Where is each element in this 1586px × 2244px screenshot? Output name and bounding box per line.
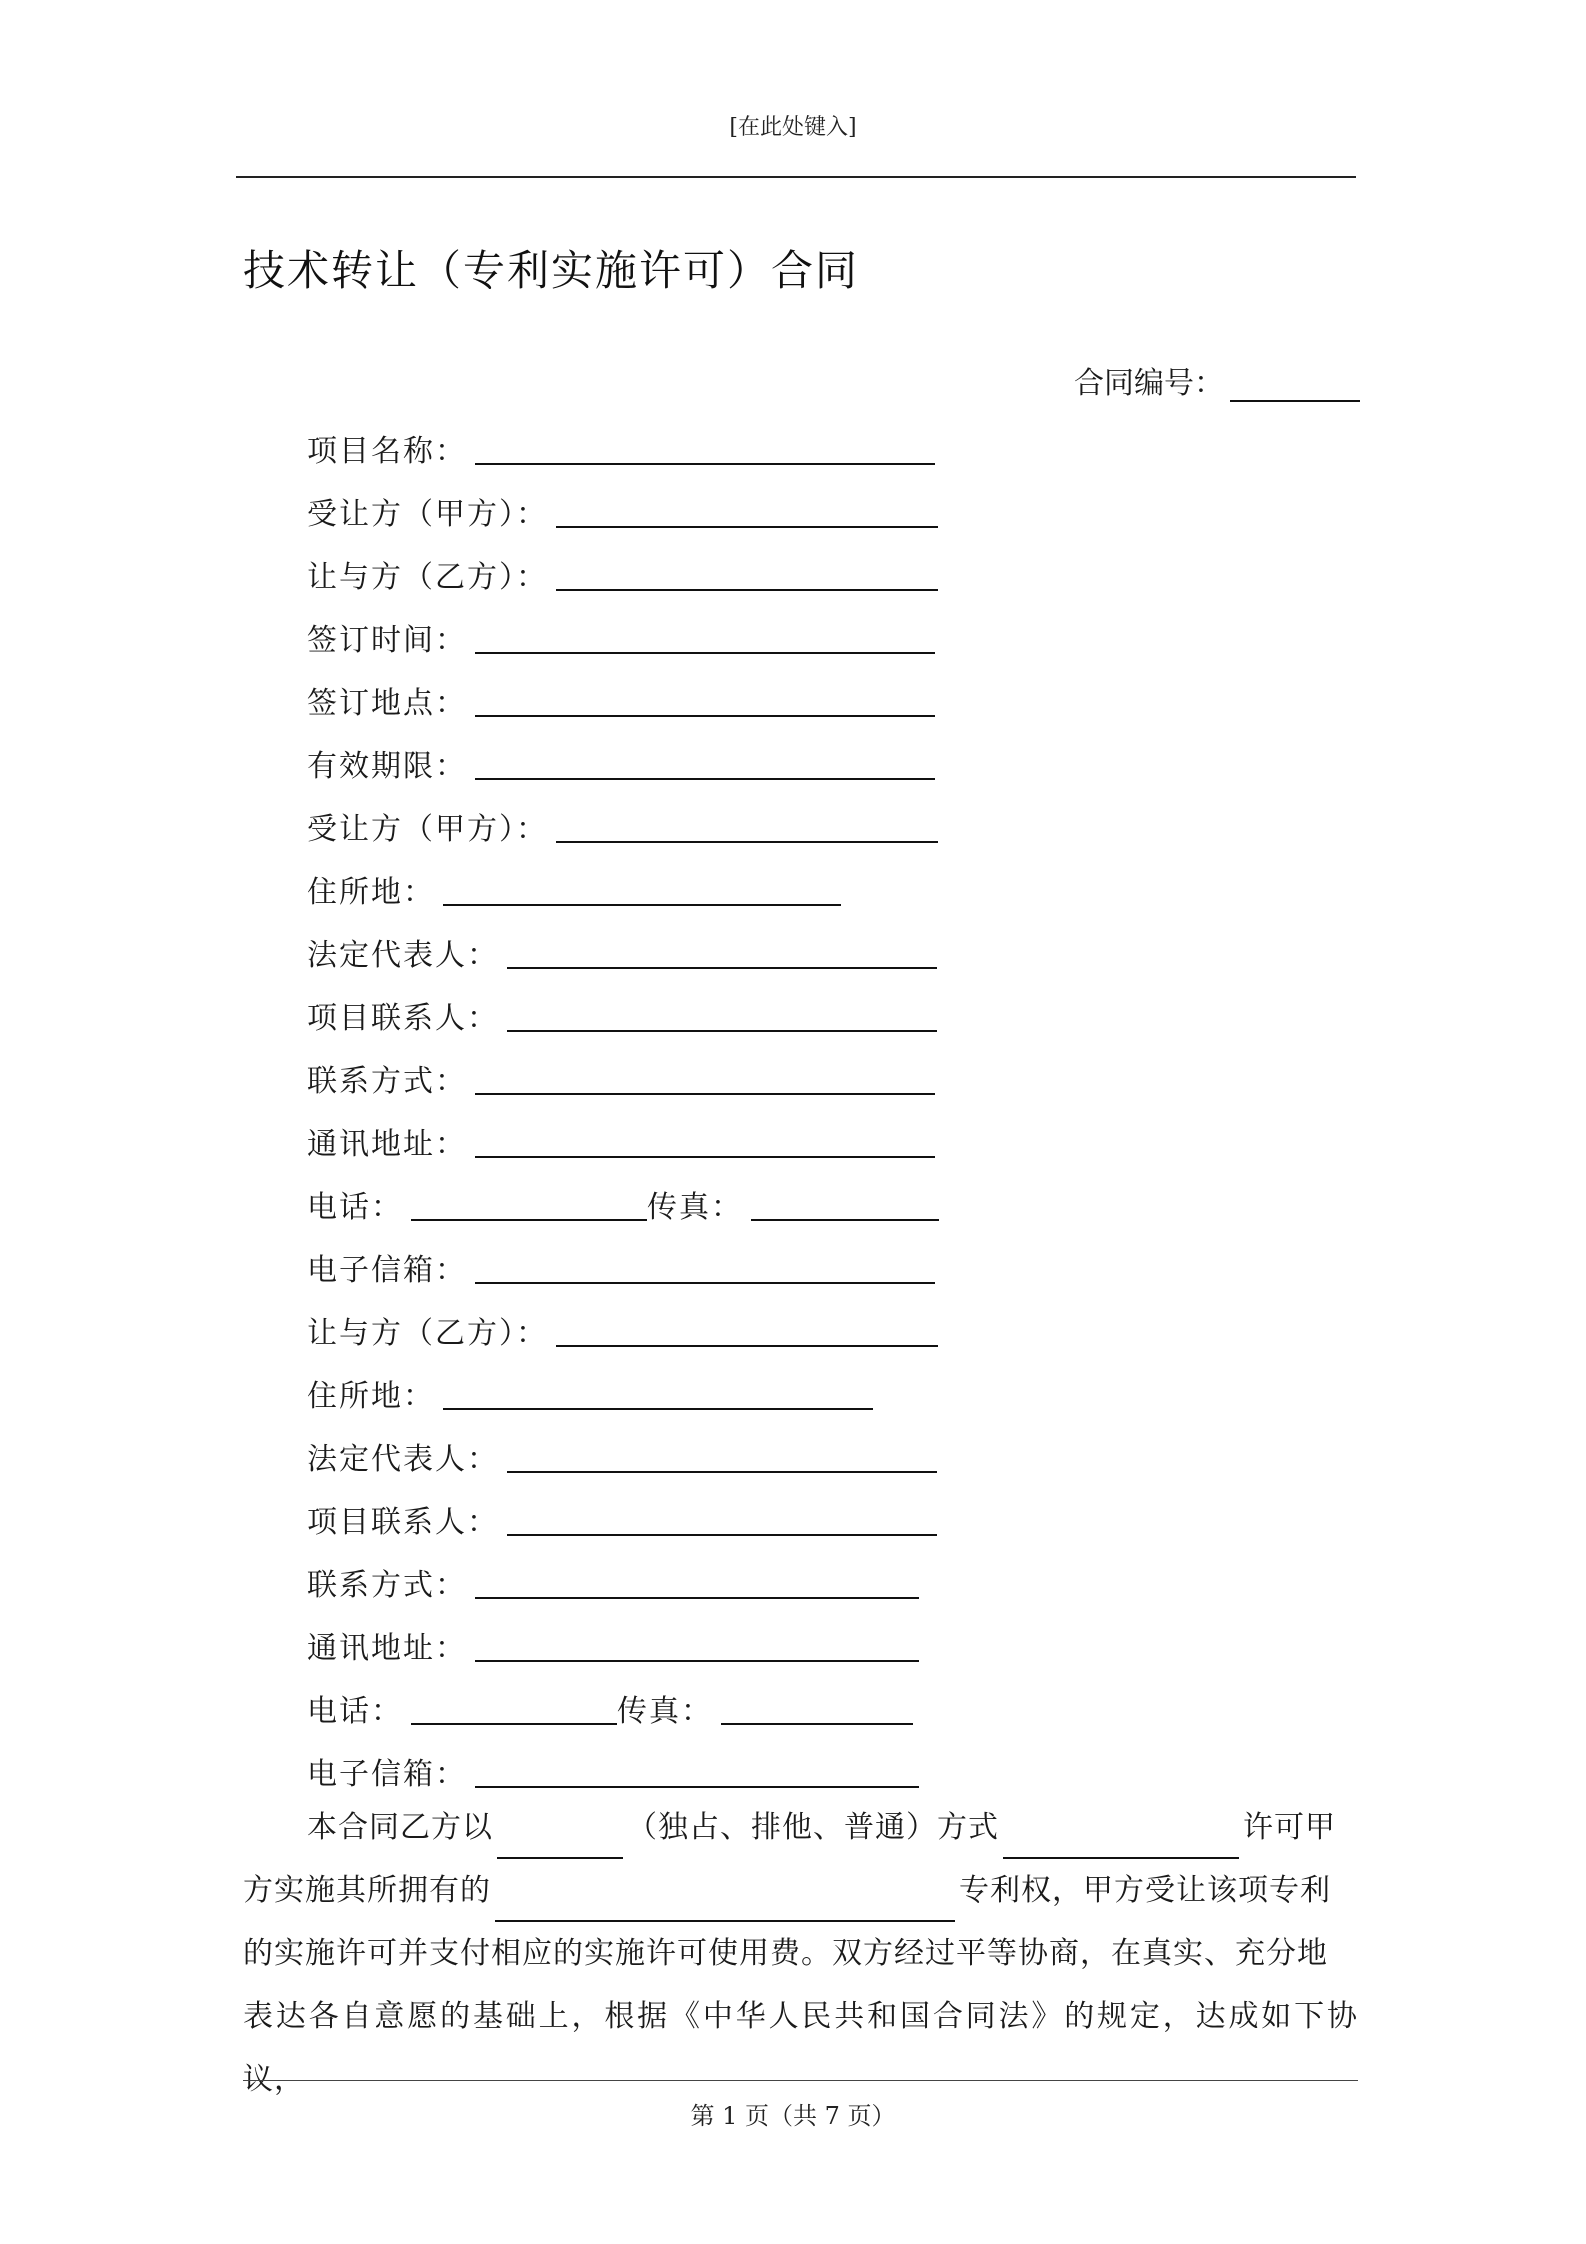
fax-blank[interactable] <box>751 1187 939 1221</box>
field-party-b-contact-method <box>307 1550 939 1613</box>
field-label: 受让方（甲方）： <box>307 811 548 847</box>
field-blank[interactable] <box>556 557 938 591</box>
field-label: 项目联系人： <box>307 1000 499 1036</box>
field-sign-place <box>307 668 939 731</box>
field-transferor <box>307 542 939 605</box>
field-party-a-legal-rep <box>307 920 939 983</box>
preamble-text: 表达各自意愿的基础上，根据《中华人民共和国合同法》的规定，达成如下协议， <box>243 1999 1358 2097</box>
field-party-b-mail-address <box>307 1613 939 1676</box>
preamble-text: 专利权，甲方受让该项专利 <box>959 1873 1331 1908</box>
field-blank[interactable] <box>475 746 935 780</box>
preamble-text: （独占、排他、普通）方式 <box>627 1810 999 1845</box>
field-label: 联系方式： <box>307 1063 467 1099</box>
field-blank[interactable] <box>475 431 935 465</box>
field-label: 电子信箱： <box>307 1756 467 1792</box>
field-party-a-contact-person <box>307 983 939 1046</box>
field-party-a-mail-address <box>307 1109 939 1172</box>
contract-number-label: 合同编号： <box>1074 366 1224 401</box>
field-blank[interactable] <box>507 998 937 1032</box>
preamble-text: 许可甲 <box>1243 1810 1336 1845</box>
preamble-text: 的实施许可并支付相应的实施许可使用费。双方经过平等协商，在真实、充分地 <box>243 1936 1328 1971</box>
field-label: 法定代表人： <box>307 1441 499 1477</box>
field-project-name <box>307 416 939 479</box>
field-label: 签订时间： <box>307 622 467 658</box>
field-label: 电话： <box>307 1693 403 1729</box>
field-party-a-contact-method <box>307 1046 939 1109</box>
field-label: 法定代表人： <box>307 937 499 973</box>
field-party-a-address <box>307 857 939 920</box>
preamble-line-2 <box>243 1859 1358 1922</box>
document-title: 技术转让（专利实施许可）合同 <box>243 246 860 295</box>
field-label: 有效期限： <box>307 748 467 784</box>
field-blank[interactable] <box>507 1502 937 1536</box>
preamble-text: 方实施其所拥有的 <box>243 1873 491 1908</box>
fax-blank[interactable] <box>721 1691 913 1725</box>
field-label: 住所地： <box>307 1378 435 1414</box>
phone-blank[interactable] <box>411 1187 647 1221</box>
field-party-b-heading <box>307 1298 939 1361</box>
field-label: 项目联系人： <box>307 1504 499 1540</box>
field-blank[interactable] <box>475 1628 919 1662</box>
contract-number-line <box>1074 358 1360 402</box>
field-blank[interactable] <box>475 1565 919 1599</box>
preamble-line-3 <box>243 1922 1358 1985</box>
field-blank[interactable] <box>556 809 938 843</box>
field-party-a-email <box>307 1235 939 1298</box>
field-transferee <box>307 479 939 542</box>
preamble-text: 本合同乙方以 <box>307 1810 493 1845</box>
field-blank[interactable] <box>443 872 841 906</box>
field-label: 签订地点： <box>307 685 467 721</box>
field-label: 受让方（甲方）： <box>307 496 548 532</box>
field-party-a-phone-fax <box>307 1172 939 1235</box>
field-label: 电话： <box>307 1189 403 1225</box>
field-party-b-contact-person <box>307 1487 939 1550</box>
field-party-b-address <box>307 1361 939 1424</box>
patent-blank[interactable] <box>495 1892 955 1922</box>
field-label: 联系方式： <box>307 1567 467 1603</box>
field-label: 通讯地址： <box>307 1630 467 1666</box>
field-blank[interactable] <box>443 1376 873 1410</box>
field-label: 项目名称： <box>307 433 467 469</box>
field-blank[interactable] <box>475 1061 935 1095</box>
field-validity <box>307 731 939 794</box>
field-blank[interactable] <box>475 683 935 717</box>
contract-number-blank[interactable] <box>1230 368 1360 402</box>
field-party-b-legal-rep <box>307 1424 939 1487</box>
field-party-a-heading <box>307 794 939 857</box>
field-blank[interactable] <box>507 935 937 969</box>
field-blank[interactable] <box>475 620 935 654</box>
field-label-fax: 传真： <box>617 1693 713 1729</box>
header-divider <box>236 176 1356 178</box>
field-blank[interactable] <box>507 1439 937 1473</box>
field-blank[interactable] <box>475 1250 935 1284</box>
field-party-b-email <box>307 1739 939 1802</box>
field-label: 让与方（乙方）： <box>307 559 548 595</box>
phone-blank[interactable] <box>411 1691 617 1725</box>
field-blank[interactable] <box>556 494 938 528</box>
page-number: 第 1 页（共 7 页） <box>690 2102 896 2130</box>
preamble-line-4 <box>243 1985 1358 2111</box>
party-fields <box>307 416 939 1802</box>
preamble-line-1 <box>243 1796 1358 1859</box>
field-blank[interactable] <box>556 1313 938 1347</box>
page-header: [在此处键入] <box>729 115 857 140</box>
contract-preamble <box>243 1796 1358 2111</box>
field-blank[interactable] <box>475 1124 935 1158</box>
field-label: 通讯地址： <box>307 1126 467 1162</box>
field-party-b-phone-fax <box>307 1676 939 1739</box>
field-sign-date <box>307 605 939 668</box>
licensor-blank[interactable] <box>497 1829 623 1859</box>
license-type-blank[interactable] <box>1003 1829 1239 1859</box>
field-label: 电子信箱： <box>307 1252 467 1288</box>
field-label: 让与方（乙方）： <box>307 1315 548 1351</box>
field-label-fax: 传真： <box>647 1189 743 1225</box>
field-label: 住所地： <box>307 874 435 910</box>
field-blank[interactable] <box>475 1754 919 1788</box>
footer-divider <box>243 2080 1358 2081</box>
